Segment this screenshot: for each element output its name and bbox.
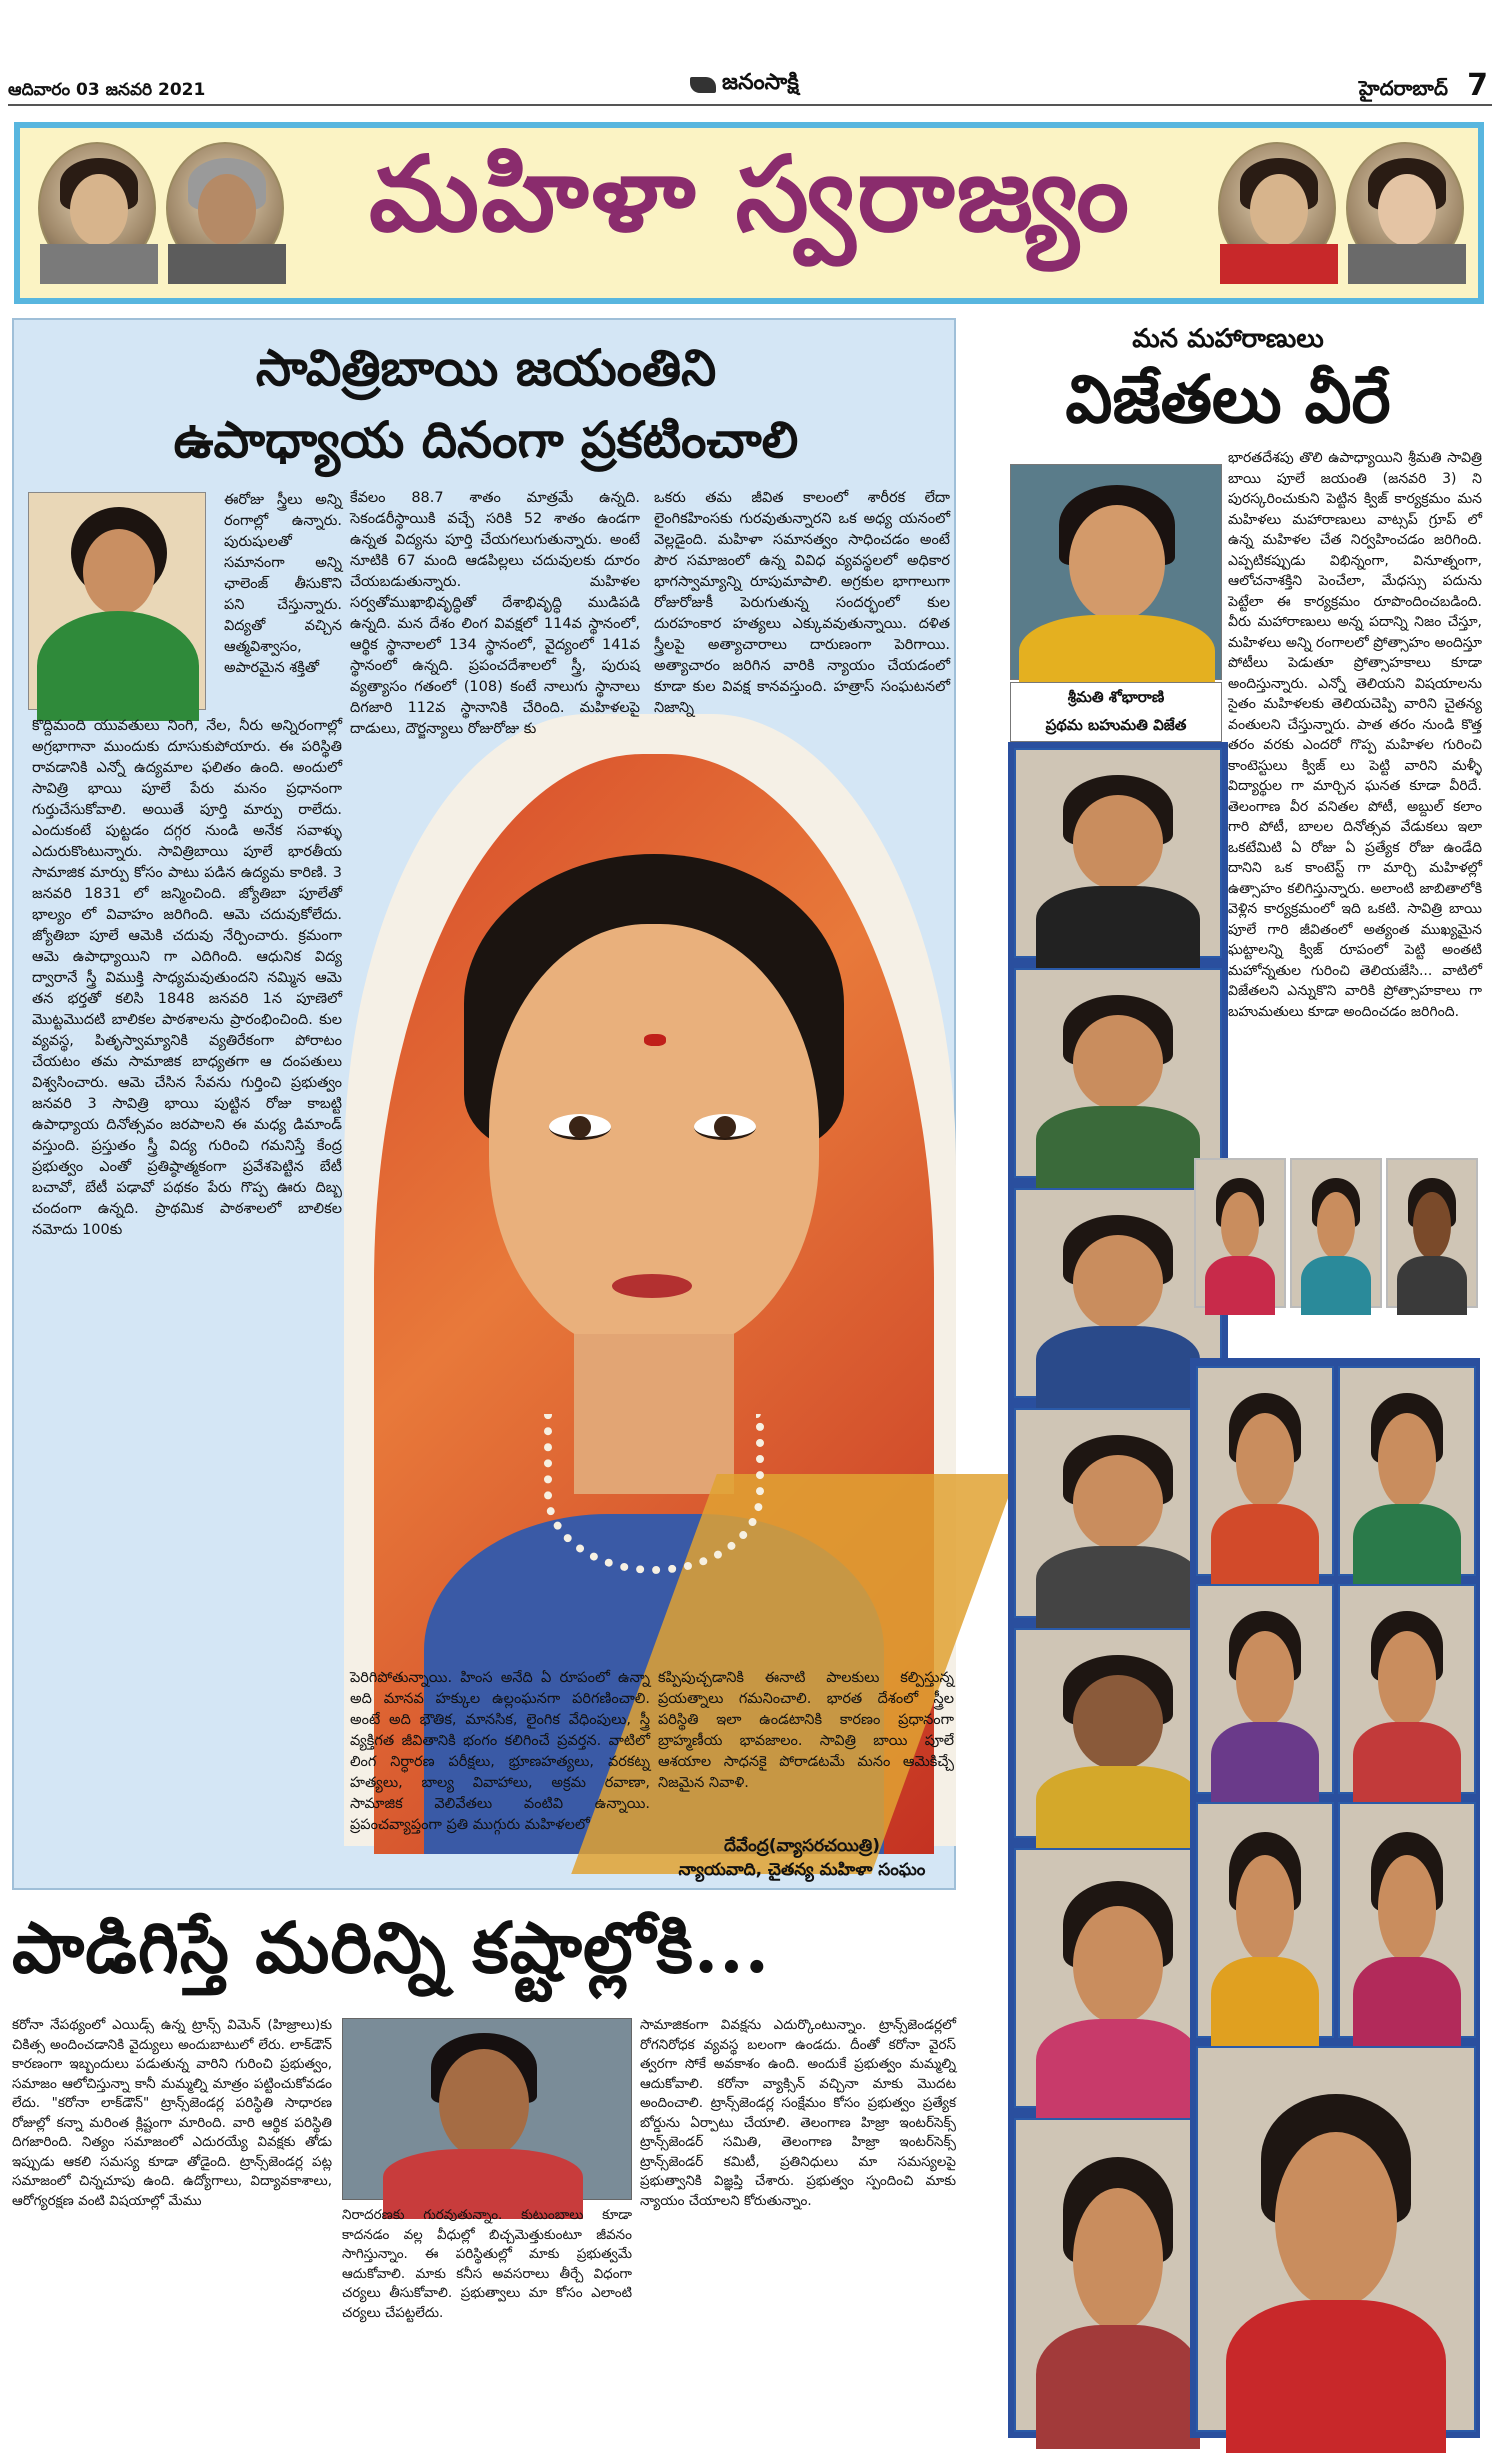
- winner-name: శ్రీమతి శోభారాణి: [1067, 688, 1165, 706]
- winner-photo-14: [1196, 1584, 1334, 1794]
- first-prize-caption: [1010, 682, 1222, 742]
- article-column-c2: కప్పిపుచ్చడానికి ఈనాటి పాలకులు కల్పిస్తున్న ప్రయత్నాలు గమనించాలి. భారత దేశంలో స్త్రీల పరిస్థితి ఇలా ఉండటానికి కారణం ప్రధానంగా బ్రాహ్మణీయ భావజాలం. సావిత్రి బాయి పూలే ఆశయాల సాధనకై పోరాడటమే మనం ఆమెకిచ్చే నిజమైన నివాళి.: [658, 1670, 954, 1791]
- newspaper-logo: [690, 70, 799, 100]
- article-headline-line2: ఉపాధ్యాయ దినంగా ప్రకటించాలి: [173, 410, 799, 469]
- first-prize-winner-photo: [1010, 464, 1222, 680]
- article-column-b: కేవలం 88.7 శాతం మాత్రమే ఉన్నది. సెకండరీస్థాయికి వచ్చే సరికి 52 శాతం ఉండగా ఉన్నత విద్యను పూర్తి చేయగలుగుతున్నారు. అంటే నూటికి 67 మంది ఆడపిల్లలు చదువులకు దూరం చేయబడుతున్నారు. మహిళల సర్వతోముఖాభివృద్ధితో దేశాభివృద్ధి ముడిపడి ఉన్నది. మన దేశం లింగ వివక్షలో 114వ స్థానంలో, ఆర్థిక స్థానాలలో 134 స్థానంలో, వైద్యంలో 141వ స్థానంలో ఉన్నది. ప్రపంచదేశాలలో స్త్రీ, పురుష వ్యత్యాసం గతంలో (108) కంటే నాలుగు స్థానాలు దిగజారి 112వ స్థానానికి చేరింది. మహిళలపై దాడులు, దౌర్జన్యాలు రోజురోజు కు: [350, 490, 640, 737]
- bottom-article-photo: [342, 2018, 632, 2200]
- logo-text: జనంసాక్షి: [722, 70, 799, 95]
- winner-photo-10: [1290, 1158, 1382, 1308]
- author-photo: [28, 492, 206, 710]
- article-column-a1: ఈరోజు స్త్రీలు అన్ని రంగాల్లో ఉన్నారు. పురుషులతో సమానంగా అన్ని ఛాలెంజ్ తీసుకొని పని చేస్తున్నారు. విద్యతో వచ్చిన ఆత్మవిశ్వాసం, అపారమైన శక్తితో: [224, 492, 342, 676]
- banner-portrait-4: [1346, 142, 1464, 274]
- winner-photo-9: [1194, 1158, 1286, 1308]
- author-signature: [654, 1834, 950, 1882]
- winners-headline: విజేతలు వీరే: [1065, 360, 1391, 438]
- banner-portrait-2: [166, 142, 284, 274]
- winner-photo-11: [1386, 1158, 1478, 1308]
- pen-icon: [690, 77, 716, 93]
- winners-body-text: భారతదేశపు తొలి ఉపాధ్యాయిని శ్రీమతి సావిత్రి బాయి పూలే జయంతి (జనవరి 3) ని పురస్కరించుకుని పెట్టిన క్విజ్ కార్యక్రమం మన మహిళలు మహారాణులు వాట్సప్ గ్రూప్ లో ఉన్న మహిళల చేత నిర్వహించడం జరిగింది. ఎప్పటికప్పుడు విభిన్నంగా, వినూత్నంగా, ఆలోచనాశక్తిని పెంచేలా, మేధస్సు పదును పెట్టేలా ఈ కార్యక్రమం రూపొందించబడింది. వీరు మహారాణులు అన్న పదాన్ని నిజం చేస్తూ, మహిళలు అన్ని రంగాలలో ప్రోత్సాహం అందిస్తూ పోటీలు పెడుతూ ప్రోత్సాహకాలు కూడా అందిస్తున్నారు. ఎన్నో తెలియని విషయాలను సైతం మహిళలకు తెలియచెప్పి వారిని చైతన్య వంతులని చేస్తున్నారు. పాత తరం నుండి కొత్త తరం వరకు ఎందరో గొప్ప మహిళల గురించి కాంటెస్టులు క్విజ్ లు పెట్టి వారిని మళ్ళీ విద్యార్థుల గా మార్చిన ఘనత కూడా వీరిదే. తెలంగాణ వీర వనితల పోటీ, అబ్దుల్ కలాం గారి పోటీ, బాలల దినోత్సవ వేడుకలు ఇలా ఒకటేమిటి ఏ రోజు ఏ ప్రత్యేక రోజు ఉండేది దానిని ఒక కాంటెస్ట్ గా మార్చి మహిళల్లో ఉత్సాహం కలిగిస్తున్నారు. అలాంటి జాబితాలోకి వెళ్లిన కార్యక్రమంలో ఇది ఒకటి. సావిత్రి బాయి పూలే గారి జీవితంలో అత్యంత ముఖ్యమైన ఘట్టాలన్ని క్విజ్ రూపంలో పెట్టి అంతటి మహోన్నతుల గురించి తెలియజేసి... వాటిలో విజేతలని ఎన్నుకొని వారికి ప్రోత్సాహకాలు గా బహుమతులు కూడా అందించడం జరిగింది.: [1228, 450, 1482, 1020]
- winner-photo-3: [1014, 968, 1222, 1178]
- bottom-article-column-3: సామాజికంగా వివక్షను ఎదుర్కొంటున్నాం. ట్రాన్స్‌జెండర్లలో రోగనిరోధక వ్యవస్థ బలంగా ఉండదు. దీంతో కరోనా వైరస్ త్వరగా సోకే అవకాశం ఉంది. అందుకే ప్రభుత్వం మమ్మల్ని ఆదుకోవాలి. కరోనా వ్యాక్సిన్ వచ్చినా మాకు మొదట అందించాలి. ట్రాన్స్‌జెండర్ల సంక్షేమం కోసం ప్రభుత్వం ప్రత్యేక బోర్డును ఏర్పాటు చేయాలి. తెలంగాణ హిజ్రా ఇంటర్‌సెక్స్ ట్రాన్స్‌జెండర్ సమితి, తెలంగాణ హిజ్రా ఇంటర్‌సెక్స్ ట్రాన్స్‌జెండర్ కమిటీ, ప్రతినిధులు మా సమస్యలపై ప్రభుత్వానికి విజ్ఞప్తి చేశారు. ప్రభుత్వం స్పందించి మాకు న్యాయం చేయాలని కోరుతున్నాం.: [640, 2017, 956, 2209]
- article-column-c: ఒకరు తమ జీవిత కాలంలో శారీరక లేదా లైంగికహింసకు గురవుతున్నారని ఒక అధ్య యనంలో వెల్లడైంది. మహిళా సమానత్వం సాధించడం అంటే పౌర సమాజంలో ఉన్న వివిధ వ్యవస్థలలో అధికార భాగస్వామ్యాన్ని రూపుమాపాలి. అగ్రకుల భాగాలుగా రోజురోజుకీ పెరుగుతున్న సందర్భంలో కుల దురహంకార హత్యలు ఎక్కువవుతున్నాయి. దళిత స్త్రీలపై అత్యాచారాలు దారుణంగా పెరిగాయి. అత్యాచారం జరిగిన వారికి న్యాయం చేయడంలో కూడా కుల వివక్ష కానవస్తుంది. హత్రాస్ సంఘటనలో నిజాన్ని: [654, 490, 950, 716]
- section-banner: [14, 122, 1484, 304]
- winner-photo-2: [1014, 748, 1222, 958]
- winner-title: ప్రథమ బహుమతి విజేత: [1045, 716, 1187, 734]
- article-column-b2: పెరిగిపోతున్నాయి. హింస అనేది ఏ రూపంలో ఉన్నా అది మానవ హక్కుల ఉల్లంఘనగా పరిగణించాలి. అంటే అది భౌతిక, మానసిక, లైంగిక వేధింపులు, స్త్రీ వ్యక్తిగత జీవితానికి భంగం కలిగించే ప్రవర్తన. వాటిలో లింగ నిర్ధారణ పరీక్షలు, భ్రూణహత్యలు, వరకట్న హత్యలు, బాల్య వివాహాలు, అక్రమ రవాణా, సామాజిక వెలివేతలు వంటివి ఉన్నాయి. ప్రపంచవ్యాప్తంగా ప్రతి ముగ్గురు మహిళలలో: [350, 1670, 650, 1833]
- article-column-a2: కొద్దిమంది యువతులు నింగి, నేల, నీరు అన్నిరంగాల్లో అగ్రభాగానా ముందుకు దూసుకుపోయారు. ఈ పరిస్థితి రావడానికి ఎన్నో ఉద్యమాల ఫలితం ఉంది. అందులో సావిత్రి భాయి పూలే పేరు మనం ప్రధానంగా గుర్తుచేసుకోవాలి. అయితే పూర్తి మార్పు రాలేదు. ఎందుకంటే పుట్టడం దగ్గర నుండి అనేక సవాళ్ళు ఎదురుకొంటున్నారు. సావిత్రిబాయి పూలే భారతీయ సామాజిక మార్పు కోసం పాటు పడిన ఉద్యమ కారిణి. 3 జనవరి 1831 లో జన్మించింది. జ్యోతిబా పూలేతో భాల్యం లో వివాహం జరిగింది. ఆమె చదువుకోలేదు. జ్యోతిబా పూలే ఆమెకి చదువు నేర్పించారు. క్రమంగా ఆమె ఉపాధ్యాయిని గా ఎదిగింది. ఆధునిక విద్య ద్వారానే స్త్రీ విముక్తి సాధ్యమవుతుందని నమ్మిన ఆమె తన భర్తతో కలిసి 1848 జనవరి 1న పూణెలో మొట్టమొదటి బాలికల పాఠశాలను ప్రారంభించింది. కుల వ్యవస్థ, పితృస్వామ్యానికి వ్యతిరేకంగా పోరాటం చేయటం తమ సామాజిక బాధ్యతగా ఆ దంపతులు విశ్వసించారు. ఆమె చేసిన సేవను గుర్తించి ప్రభుత్వం జనవరి 3 సావిత్రి భాయి పుట్టిన రోజు కాబట్టి ఉపాధ్యాయ దినోత్సవం జరపాలని ఈ మధ్య డిమాండ్ వస్తుంది. ప్రస్తుతం స్త్రీ విద్య గురించి గమనిస్తే కేంద్ర ప్రభుత్వం ఎంతో ప్రతిష్ఠాత్మకంగా ప్రవేశపెట్టిన బేటీ బచావో, బేటీ పఢావో పథకం పేరు గొప్ప ఊరు దిబ్బ చందంగా ఉన్నది. ప్రాథమిక పాఠశాలలో బాలికల నమోదు 100కు: [32, 718, 342, 1238]
- article-headline-line1: సావిత్రిబాయి జయంతిని: [255, 338, 717, 397]
- masthead: [0, 0, 1500, 110]
- winner-photo-17: [1338, 1802, 1476, 2038]
- edition-city: హైదరాబాద్: [1358, 76, 1448, 100]
- banner-portrait-1: [38, 142, 156, 274]
- winners-article: [968, 318, 1488, 2438]
- winner-photo-15: [1338, 1584, 1476, 1794]
- masthead-rule: [8, 104, 1492, 106]
- winner-photo-16: [1196, 1802, 1334, 2038]
- banner-title: మహిళా స్వరాజ్యం: [369, 132, 1131, 255]
- bottom-article-column-2: నిరాదరణకు గురవుతున్నాం. కుటుంబాలు కూడా కాదనడం వల్ల వీధుల్లో బిచ్చమెత్తుకుంటూ జీవనం సాగిస్తున్నాం. ఈ పరిస్థితుల్లో మాకు ప్రభుత్వమే ఆదుకోవాలి. మాకు కనీస అవసరాలు తీర్చే విధంగా చర్యలు తీసుకోవాలి. ప్రభుత్వాలు మా కోసం ఎలాంటి చర్యలు చేపట్టలేదు.: [342, 2207, 632, 2321]
- bottom-article-headline: పాడిగిస్తే మరిన్ని కష్టాల్లోకి...: [12, 1906, 770, 1989]
- winner-photo-18: [1196, 2046, 1476, 2432]
- transgender-article: [12, 1906, 956, 2446]
- author-name: దేవేంద్ర(వ్యాసరచయిత్రి): [724, 1836, 880, 1856]
- winner-photo-13: [1338, 1366, 1476, 1576]
- savitribai-article: [12, 318, 956, 1890]
- issue-date: ఆదివారం 03 జనవరి 2021: [8, 80, 206, 100]
- author-organization: న్యాయవాది, చైతన్య మహిళా సంఘం: [678, 1860, 926, 1880]
- bottom-article-column-1: కరోనా నేపథ్యంలో ఎయిడ్స్ ఉన్న ట్రాన్స్ విమెన్ (హిజ్రాలు)కు చికిత్స అందించడానికి వైద్యులు అందుబాటులో లేరు. లాక్‌డౌన్ కారణంగా ఇబ్బందులు పడుతున్న వారిని గురించి ప్రభుత్వం, సమాజం ఆలోచిస్తున్నా కానీ మమ్మల్ని మాత్రం పట్టించుకోవడం లేదు. "కరోనా లాక్‌డౌన్" ట్రాన్స్‌జెండర్ల పరిస్థితి సాధారణ రోజుల్లో కన్నా మరింత క్లిష్టంగా మారింది. వారి ఆర్థిక పరిస్థితి దిగజారింది. నిత్యం సమాజంలో ఎదురయ్యే వివక్షకు తోడు ఇప్పుడు ఆకలి సమస్య కూడా తోడైంది. ట్రాన్స్‌జెండర్ల పట్ల సమాజంలో చిన్నచూపు ఉంది. ఉద్యోగాలు, విద్యావకాశాలు, ఆరోగ్యరక్షణ వంటి విషయాల్లో మేము: [12, 2017, 332, 2209]
- page-number: 7: [1467, 68, 1488, 103]
- winners-subheading: మన మహారాణులు: [1132, 324, 1324, 354]
- winner-photo-12: [1196, 1366, 1334, 1576]
- banner-portrait-3: [1218, 142, 1336, 274]
